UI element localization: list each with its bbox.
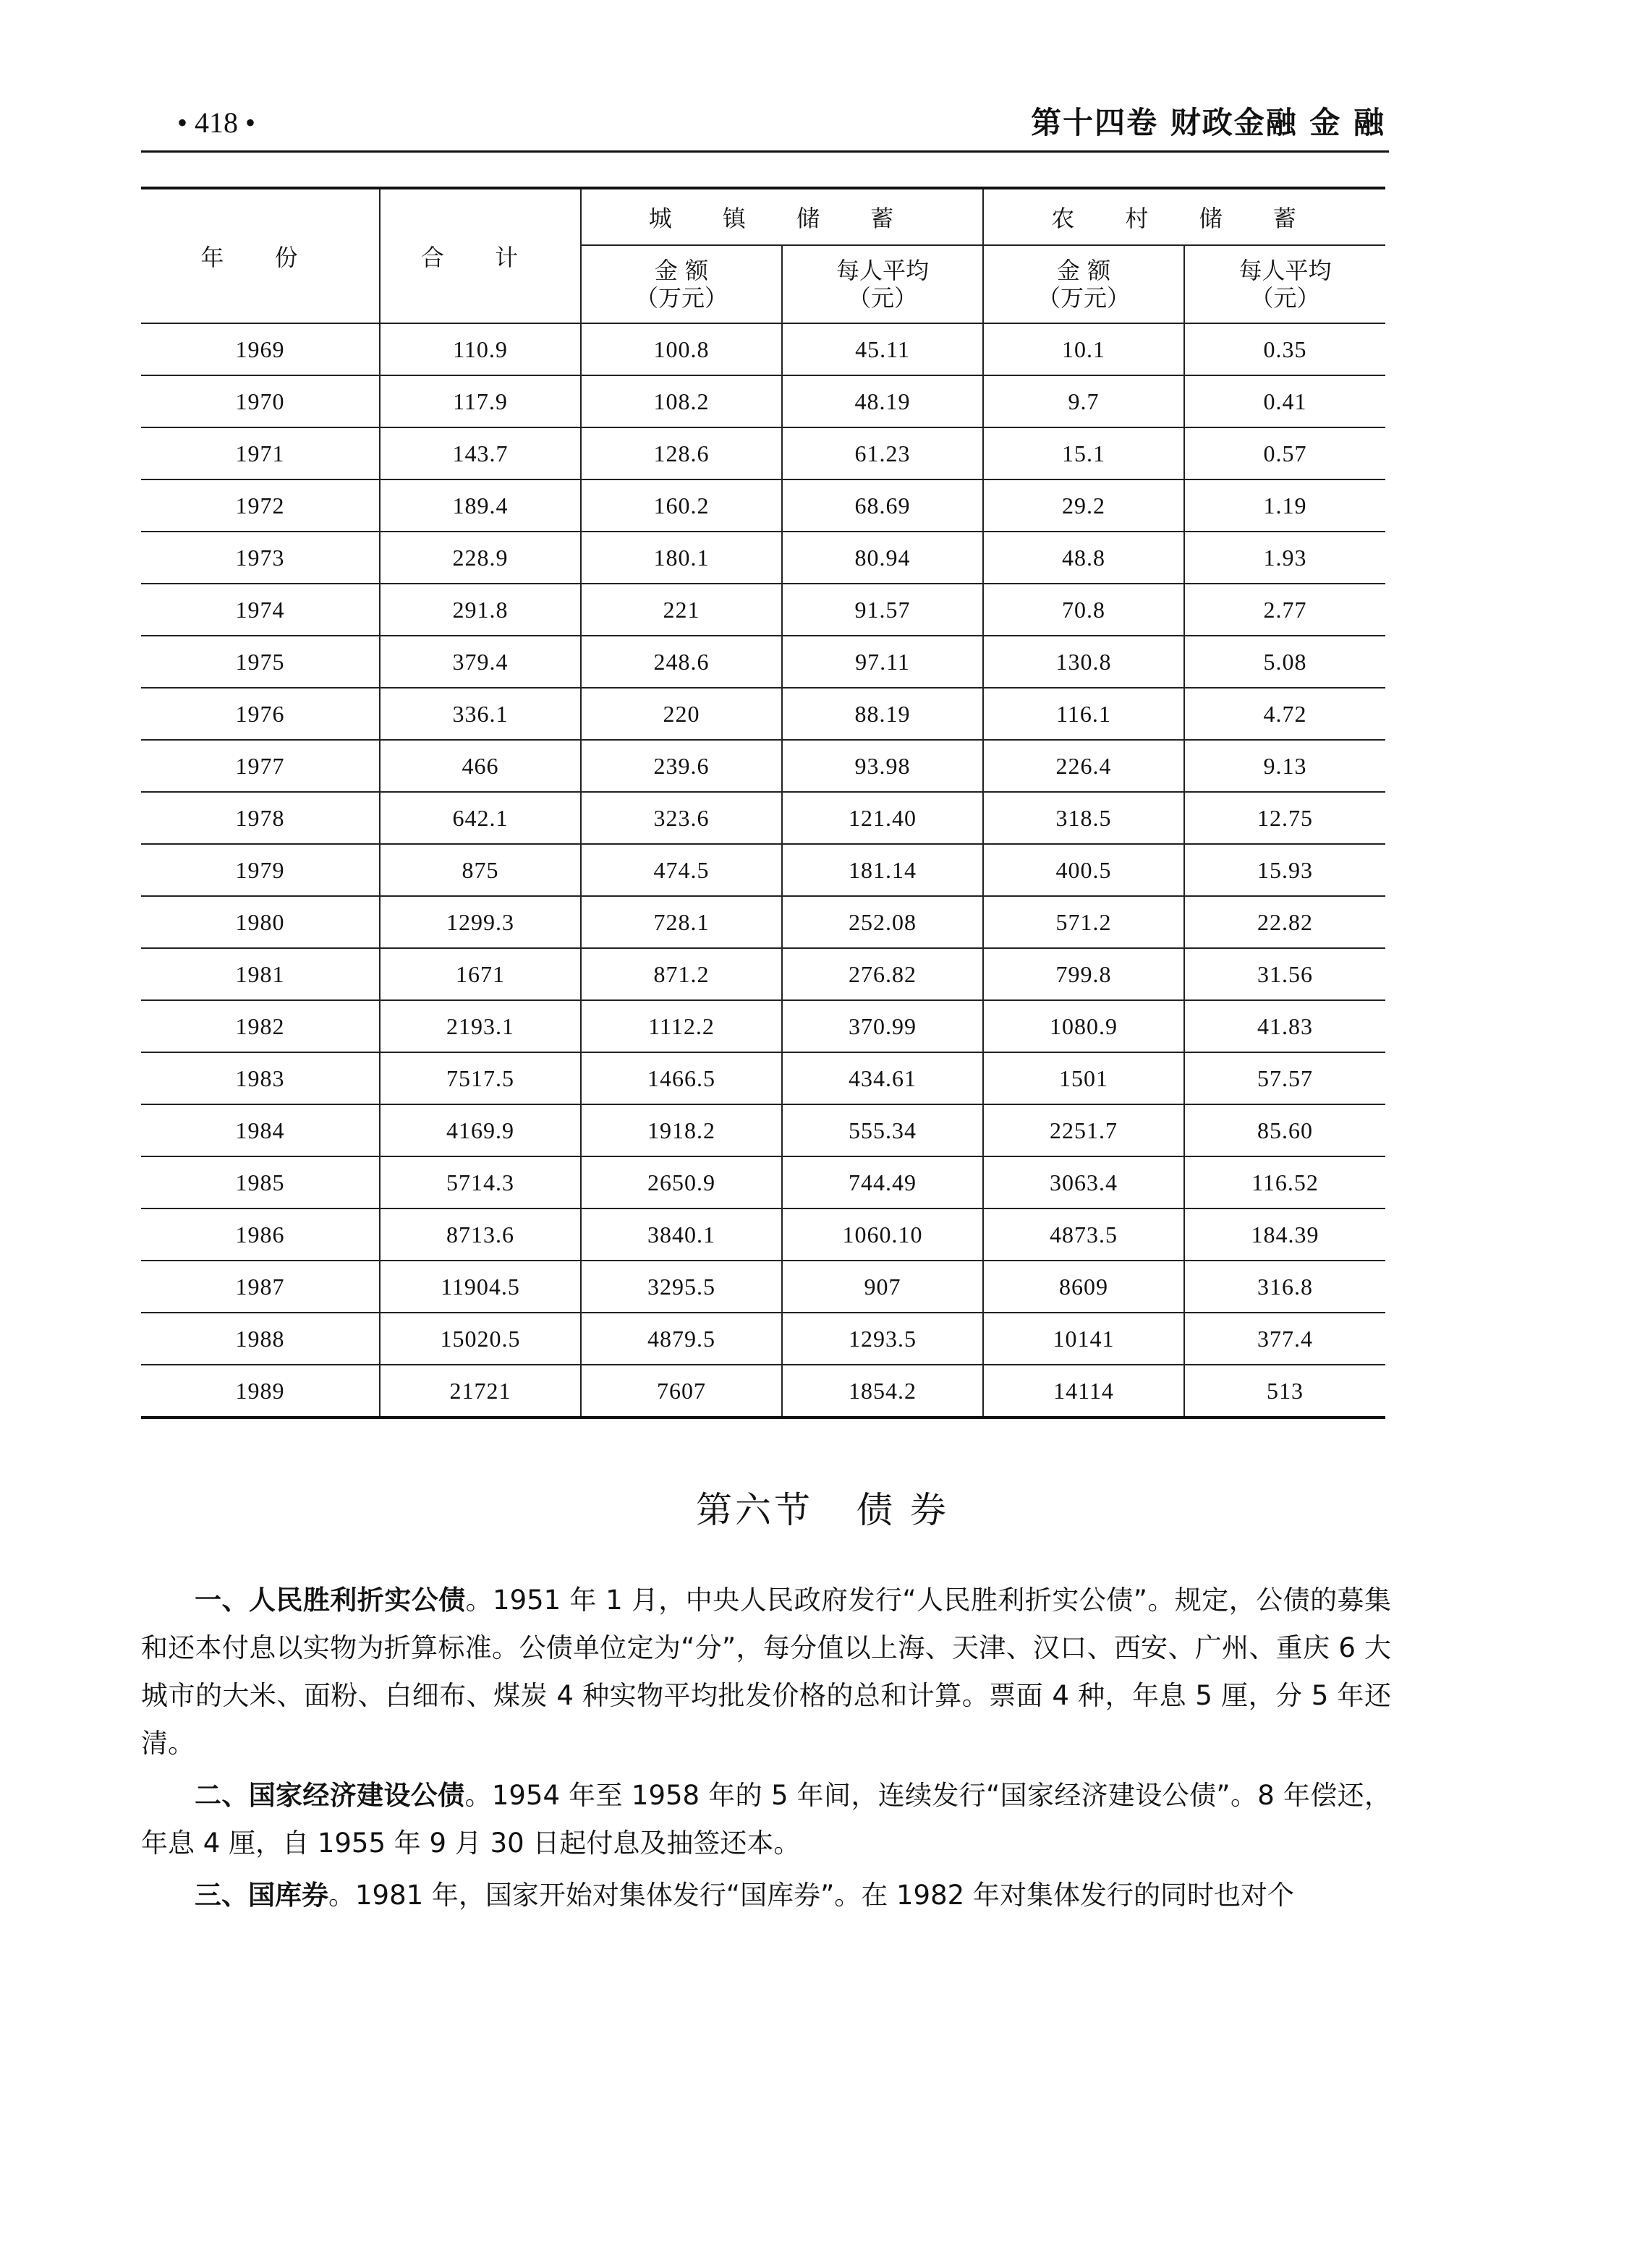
urban-average-cell: 555.34 xyxy=(782,1104,983,1156)
table-row xyxy=(141,1313,1385,1365)
paragraph-1-text: 。1951 年 1 月，中央人民政府发行“人民胜利折实公债”。规定，公债的募集和还本付息以实物为折算标准。公债单位定为“分”，每分值以上海、天津、汉口、西安、广州、重庆 6 大城市的大米、面粉、白细布、煤炭 4 种实物平均批发价格的总和计算。票面 4 种，年息 5 厘，分 5 年还清。 xyxy=(141,1585,1391,1759)
year-cell: 1972 xyxy=(141,479,380,532)
rural-amount-cell: 571.2 xyxy=(983,896,1184,948)
rural-amount-cell: 2251.7 xyxy=(983,1104,1184,1156)
rural-amount-cell: 318.5 xyxy=(983,792,1184,844)
urban-average-cell: 97.11 xyxy=(782,636,983,688)
rural-amount-cell: 8609 xyxy=(983,1261,1184,1313)
urban-amount-cell: 1112.2 xyxy=(581,1000,782,1052)
year-cell: 1978 xyxy=(141,792,380,844)
total-cell: 291.8 xyxy=(380,584,581,636)
rural-amount-cell: 3063.4 xyxy=(983,1156,1184,1208)
year-cell: 1988 xyxy=(141,1313,380,1365)
table-row xyxy=(141,688,1385,740)
rural-amount-cell: 70.8 xyxy=(983,584,1184,636)
year-cell: 1983 xyxy=(141,1052,380,1104)
urban-average-cell: 181.14 xyxy=(782,844,983,896)
table-row xyxy=(141,740,1385,792)
table-row xyxy=(141,532,1385,584)
rural-amount-cell: 9.7 xyxy=(983,375,1184,427)
table-row xyxy=(141,1104,1385,1156)
urban-amount-cell: 1918.2 xyxy=(581,1104,782,1156)
total-cell: 11904.5 xyxy=(380,1261,581,1313)
section-title: 第六节 债 券 xyxy=(696,1489,949,1531)
paragraph-3-heading: 三、国库券 xyxy=(195,1880,328,1911)
rural-amount-cell: 1501 xyxy=(983,1052,1184,1104)
total-cell: 336.1 xyxy=(380,688,581,740)
rural-average-cell: 5.08 xyxy=(1184,636,1385,688)
rural-average-cell: 513 xyxy=(1184,1365,1385,1418)
rural-average-cell: 22.82 xyxy=(1184,896,1385,948)
urban-amount-cell: 160.2 xyxy=(581,479,782,532)
total-cell: 7517.5 xyxy=(380,1052,581,1104)
urban-amount-cell: 100.8 xyxy=(581,323,782,375)
paragraph-3-text: 。1981 年，国家开始对集体发行“国库券”。在 1982 年对集体发行的同时也对个 xyxy=(328,1880,1294,1911)
table-row xyxy=(141,1208,1385,1261)
table-row xyxy=(141,427,1385,479)
total-cell: 466 xyxy=(380,740,581,792)
rural-average-cell: 85.60 xyxy=(1184,1104,1385,1156)
urban-amount-cell: 2650.9 xyxy=(581,1156,782,1208)
table-row xyxy=(141,896,1385,948)
page-number: • 418 • xyxy=(177,106,256,139)
running-head: 第十四卷 财政金融 金 融 xyxy=(1031,105,1385,140)
table-row xyxy=(141,479,1385,532)
rural-amount-cell: 10.1 xyxy=(983,323,1184,375)
total-cell: 8713.6 xyxy=(380,1208,581,1261)
rural-average-cell: 1.93 xyxy=(1184,532,1385,584)
urban-amount-cell: 128.6 xyxy=(581,427,782,479)
urban-average-cell: 121.40 xyxy=(782,792,983,844)
total-cell: 189.4 xyxy=(380,479,581,532)
urban-average-cell: 1060.10 xyxy=(782,1208,983,1261)
table-row xyxy=(141,584,1385,636)
header-total: 合 计 xyxy=(380,188,581,323)
urban-average-cell: 61.23 xyxy=(782,427,983,479)
urban-average-cell: 91.57 xyxy=(782,584,983,636)
year-cell: 1984 xyxy=(141,1104,380,1156)
total-cell: 21721 xyxy=(380,1365,581,1418)
rural-average-cell: 4.72 xyxy=(1184,688,1385,740)
rural-amount-cell: 130.8 xyxy=(983,636,1184,688)
urban-average-cell: 744.49 xyxy=(782,1156,983,1208)
urban-amount-cell: 180.1 xyxy=(581,532,782,584)
rural-amount-cell: 29.2 xyxy=(983,479,1184,532)
total-cell: 1299.3 xyxy=(380,896,581,948)
urban-amount-cell: 728.1 xyxy=(581,896,782,948)
urban-average-cell: 48.19 xyxy=(782,375,983,427)
header-urban-savings: 城 镇 储 蓄 xyxy=(581,188,983,245)
rural-amount-cell: 4873.5 xyxy=(983,1208,1184,1261)
total-cell: 143.7 xyxy=(380,427,581,479)
urban-average-cell: 276.82 xyxy=(782,948,983,1000)
table-row xyxy=(141,1365,1385,1418)
year-cell: 1977 xyxy=(141,740,380,792)
rural-average-cell: 184.39 xyxy=(1184,1208,1385,1261)
urban-average-cell: 88.19 xyxy=(782,688,983,740)
urban-amount-cell: 7607 xyxy=(581,1365,782,1418)
table-row xyxy=(141,792,1385,844)
urban-average-cell: 93.98 xyxy=(782,740,983,792)
header-rule xyxy=(141,150,1389,153)
urban-average-cell: 80.94 xyxy=(782,532,983,584)
rural-average-cell: 41.83 xyxy=(1184,1000,1385,1052)
urban-amount-cell: 1466.5 xyxy=(581,1052,782,1104)
urban-amount-cell: 323.6 xyxy=(581,792,782,844)
total-cell: 228.9 xyxy=(380,532,581,584)
urban-average-cell: 1293.5 xyxy=(782,1313,983,1365)
year-cell: 1973 xyxy=(141,532,380,584)
urban-amount-cell: 3295.5 xyxy=(581,1261,782,1313)
rural-average-cell: 31.56 xyxy=(1184,948,1385,1000)
year-cell: 1971 xyxy=(141,427,380,479)
urban-amount-cell: 871.2 xyxy=(581,948,782,1000)
header-urban-average: 每人平均 （元） xyxy=(782,245,983,323)
total-cell: 4169.9 xyxy=(380,1104,581,1156)
year-cell: 1969 xyxy=(141,323,380,375)
year-cell: 1979 xyxy=(141,844,380,896)
year-cell: 1975 xyxy=(141,636,380,688)
rural-average-cell: 15.93 xyxy=(1184,844,1385,896)
rural-amount-cell: 15.1 xyxy=(983,427,1184,479)
rural-average-cell: 1.19 xyxy=(1184,479,1385,532)
table-row xyxy=(141,1156,1385,1208)
year-cell: 1982 xyxy=(141,1000,380,1052)
year-cell: 1976 xyxy=(141,688,380,740)
page-header xyxy=(141,101,1385,145)
year-cell: 1970 xyxy=(141,375,380,427)
total-cell: 110.9 xyxy=(380,323,581,375)
table-row xyxy=(141,323,1385,375)
urban-average-cell: 1854.2 xyxy=(782,1365,983,1418)
total-cell: 5714.3 xyxy=(380,1156,581,1208)
rural-average-cell: 0.41 xyxy=(1184,375,1385,427)
header-rural-average: 每人平均 （元） xyxy=(1184,245,1385,323)
rural-average-cell: 0.57 xyxy=(1184,427,1385,479)
urban-amount-cell: 248.6 xyxy=(581,636,782,688)
urban-average-cell: 68.69 xyxy=(782,479,983,532)
year-cell: 1974 xyxy=(141,584,380,636)
rural-average-cell: 9.13 xyxy=(1184,740,1385,792)
year-cell: 1981 xyxy=(141,948,380,1000)
table-body xyxy=(141,323,1385,1418)
paragraph-1 xyxy=(141,1577,1391,1768)
rural-average-cell: 12.75 xyxy=(1184,792,1385,844)
urban-amount-cell: 474.5 xyxy=(581,844,782,896)
urban-average-cell: 434.61 xyxy=(782,1052,983,1104)
year-cell: 1989 xyxy=(141,1365,380,1418)
rural-average-cell: 316.8 xyxy=(1184,1261,1385,1313)
total-cell: 2193.1 xyxy=(380,1000,581,1052)
table-row xyxy=(141,844,1385,896)
year-cell: 1985 xyxy=(141,1156,380,1208)
rural-amount-cell: 226.4 xyxy=(983,740,1184,792)
table-row xyxy=(141,1261,1385,1313)
rural-amount-cell: 400.5 xyxy=(983,844,1184,896)
paragraph-1-heading: 一、人民胜利折实公债 xyxy=(195,1585,466,1616)
year-cell: 1987 xyxy=(141,1261,380,1313)
urban-average-cell: 252.08 xyxy=(782,896,983,948)
total-cell: 875 xyxy=(380,844,581,896)
savings-table xyxy=(141,187,1385,1419)
rural-amount-cell: 48.8 xyxy=(983,532,1184,584)
urban-amount-cell: 3840.1 xyxy=(581,1208,782,1261)
header-year: 年 份 xyxy=(141,188,380,323)
urban-amount-cell: 221 xyxy=(581,584,782,636)
year-cell: 1980 xyxy=(141,896,380,948)
urban-average-cell: 907 xyxy=(782,1261,983,1313)
urban-amount-cell: 4879.5 xyxy=(581,1313,782,1365)
urban-amount-cell: 239.6 xyxy=(581,740,782,792)
table-row xyxy=(141,375,1385,427)
total-cell: 379.4 xyxy=(380,636,581,688)
header-rural-amount: 金 额 （万元） xyxy=(983,245,1184,323)
total-cell: 1671 xyxy=(380,948,581,1000)
urban-amount-cell: 108.2 xyxy=(581,375,782,427)
rural-amount-cell: 1080.9 xyxy=(983,1000,1184,1052)
rural-amount-cell: 116.1 xyxy=(983,688,1184,740)
header-rural-savings: 农 村 储 蓄 xyxy=(983,188,1385,245)
paragraph-2 xyxy=(141,1772,1391,1867)
total-cell: 15020.5 xyxy=(380,1313,581,1365)
rural-average-cell: 2.77 xyxy=(1184,584,1385,636)
rural-average-cell: 116.52 xyxy=(1184,1156,1385,1208)
table-row xyxy=(141,1052,1385,1104)
rural-average-cell: 377.4 xyxy=(1184,1313,1385,1365)
rural-amount-cell: 799.8 xyxy=(983,948,1184,1000)
table-row xyxy=(141,636,1385,688)
rural-amount-cell: 14114 xyxy=(983,1365,1184,1418)
urban-average-cell: 370.99 xyxy=(782,1000,983,1052)
urban-amount-cell: 220 xyxy=(581,688,782,740)
table-row xyxy=(141,948,1385,1000)
table-row xyxy=(141,1000,1385,1052)
rural-average-cell: 0.35 xyxy=(1184,323,1385,375)
urban-average-cell: 45.11 xyxy=(782,323,983,375)
paragraph-3 xyxy=(141,1872,1391,1919)
rural-average-cell: 57.57 xyxy=(1184,1052,1385,1104)
year-cell: 1986 xyxy=(141,1208,380,1261)
paragraph-2-heading: 二、国家经济建设公债 xyxy=(195,1780,465,1811)
header-urban-amount: 金 额 （万元） xyxy=(581,245,782,323)
total-cell: 642.1 xyxy=(380,792,581,844)
rural-amount-cell: 10141 xyxy=(983,1313,1184,1365)
total-cell: 117.9 xyxy=(380,375,581,427)
body-text xyxy=(141,1577,1391,1924)
paragraph-2-text: 。1954 年至 1958 年的 5 年间，连续发行“国家经济建设公债”。8 年偿还，年息 4 厘，自 1955 年 9 月 30 日起付息及抽签还本。 xyxy=(141,1780,1391,1859)
